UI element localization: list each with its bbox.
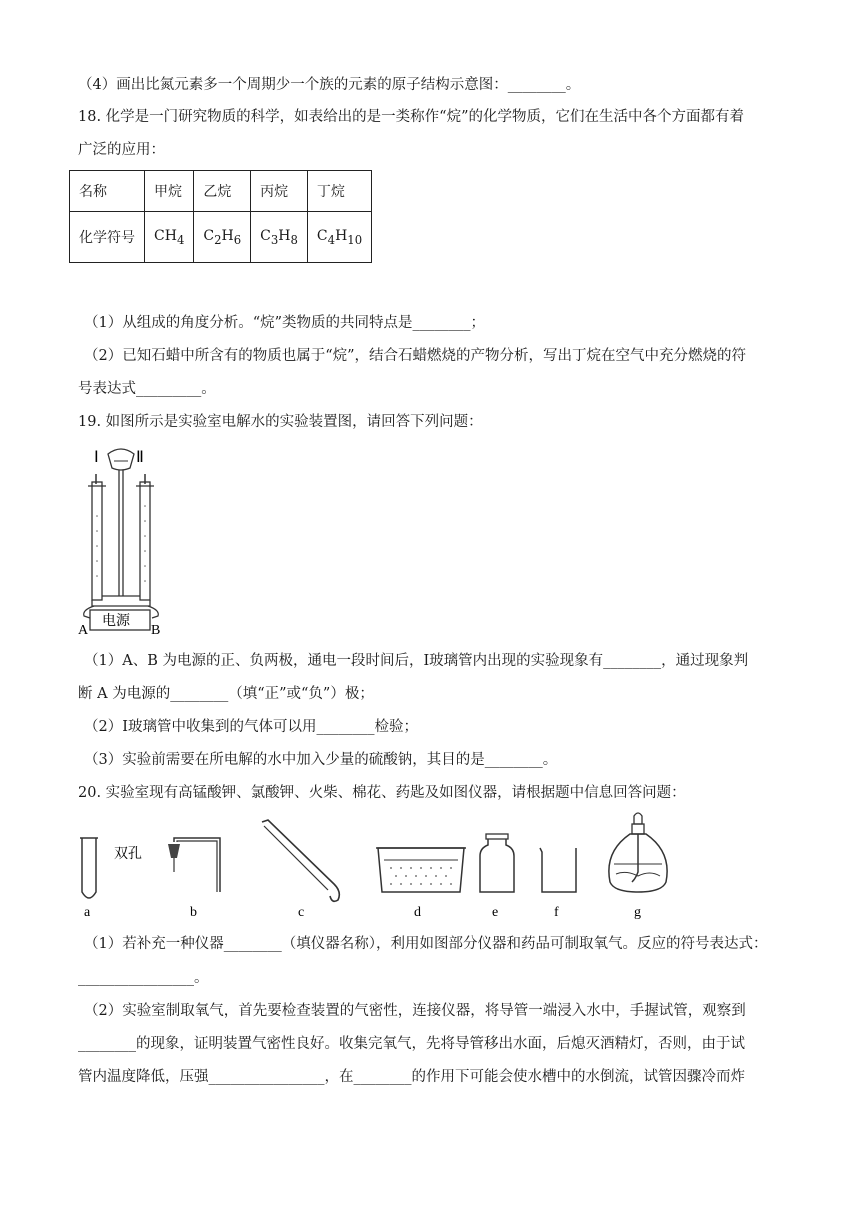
test-tube-icon bbox=[80, 838, 98, 898]
electrolysis-apparatus bbox=[74, 446, 166, 636]
table-row bbox=[70, 212, 372, 263]
formula-butane: $C_4H_{10}$ bbox=[307, 212, 371, 263]
apparatus-label-f: f bbox=[554, 905, 559, 920]
pole-a-label: A bbox=[78, 623, 89, 636]
q19-stem: 19. 如图所示是实验室电解水的实验装置图，请回答下列问题： bbox=[78, 414, 483, 430]
table-cell: 名称 bbox=[70, 171, 145, 212]
apparatus-label-e: e bbox=[492, 905, 499, 920]
table-cell: 丁烷 bbox=[307, 171, 371, 212]
delivery-tube-icon bbox=[262, 820, 339, 901]
q19-part1-1: （1）A、B 为电源的正、负两极，通电一段时间后，Ⅰ玻璃管内出现的实验现象有________，通过现象判 bbox=[84, 653, 749, 669]
power-source-label: 电源 bbox=[102, 613, 130, 629]
table-cell: 甲烷 bbox=[145, 171, 194, 212]
q18-part2-2: 号表达式_________。 bbox=[78, 381, 216, 397]
apparatus-label-c: c bbox=[298, 905, 305, 920]
q20-stem: 20. 实验室现有高锰酸钾、氯酸钾、火柴、棉花、药匙及如图仪器，请根据题中信息回答问题： bbox=[78, 785, 686, 801]
table-cell: 化学符号 bbox=[70, 212, 145, 263]
q18-part1: （1）从组成的角度分析。“烷”类物质的共同特点是________； bbox=[84, 315, 486, 331]
formula-propane: $C_3H_8$ bbox=[251, 212, 308, 263]
q19-part1-2: 断 A 为电源的________（填“正”或“负”）极； bbox=[78, 686, 374, 702]
table-cell: 乙烷 bbox=[194, 171, 251, 212]
q19-part2: （2）Ⅰ玻璃管中收集到的气体可以用________检验； bbox=[84, 719, 418, 735]
q18-stem-2: 广泛的应用： bbox=[78, 142, 165, 158]
gas-jar-icon bbox=[480, 834, 514, 892]
q20-part2-2: ________的现象，证明装置气密性良好。收集完氧气，先将导管移出水面，后熄灭酒精灯，否则，由于试 bbox=[78, 1036, 745, 1052]
beaker-icon bbox=[540, 848, 576, 892]
q18-part2-1: （2）已知石蜡中所含有的物质也属于“烷”，结合石蜡燃烧的产物分析，写出丁烷在空气中充分燃烧的符 bbox=[84, 348, 747, 364]
apparatus-label-g: g bbox=[634, 905, 641, 920]
tube-i-label: Ⅰ bbox=[94, 449, 99, 466]
apparatus-label-b: b bbox=[190, 905, 197, 920]
q20-part2-1: （2）实验室制取氧气，首先要检查装置的气密性，连接仪器，将导管一端浸入水中，手握试管，观察到 bbox=[84, 1003, 746, 1019]
apparatus-label-d: d bbox=[414, 905, 421, 920]
q18-stem-1: 18. 化学是一门研究物质的科学，如表给出的是一类称作“烷”的化学物质，它们在生活中各个方面都有着 bbox=[78, 109, 744, 125]
apparatus-label-a: a bbox=[84, 905, 91, 920]
table-cell: 丙烷 bbox=[251, 171, 308, 212]
q19-part3: （3）实验前需要在所电解的水中加入少量的硫酸钠，其目的是________。 bbox=[84, 752, 558, 768]
tube-ii-label: Ⅱ bbox=[136, 449, 144, 466]
apparatus-figure bbox=[76, 812, 676, 924]
water-trough-icon bbox=[376, 848, 466, 892]
alcohol-lamp-icon bbox=[609, 813, 667, 892]
pole-b-label: B bbox=[151, 623, 161, 636]
q20-part1-2: ________________。 bbox=[78, 970, 209, 986]
formula-ethane: $C_2H_6$ bbox=[194, 212, 251, 263]
q20-part2-3: 管内温度降低，压强________________，在________的作用下可能会使水槽中的水倒流，试管因骤冷而炸 bbox=[78, 1069, 745, 1085]
q17-part4: （4）画出比氮元素多一个周期少一个族的元素的原子结构示意图：________。 bbox=[78, 77, 581, 93]
formula-methane: $CH_4$ bbox=[145, 212, 194, 263]
stopper-tube-icon bbox=[168, 838, 220, 892]
double-hole-label: 双孔 bbox=[114, 846, 142, 862]
q20-part1-1: （1）若补充一种仪器________（填仪器名称），利用如图部分仪器和药品可制取氧气。反应的符号表达式： bbox=[84, 936, 768, 952]
alkane-table bbox=[69, 170, 372, 263]
table-row bbox=[70, 171, 372, 212]
